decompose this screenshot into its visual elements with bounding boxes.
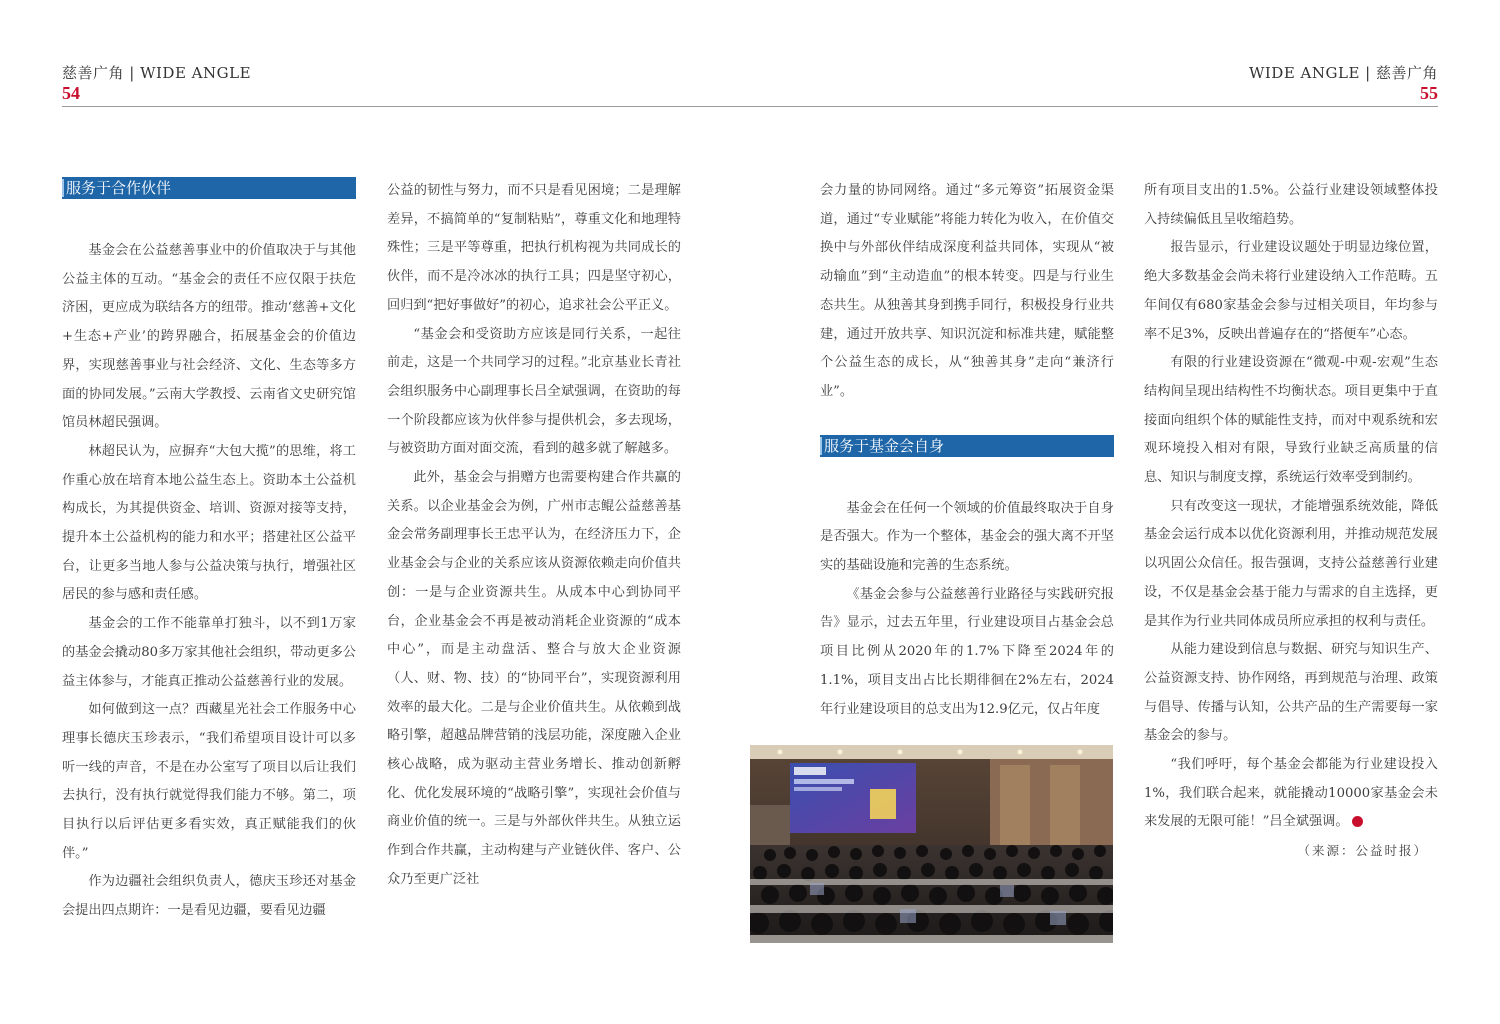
running-title-right: WIDE ANGLE | 慈善广角 (1248, 64, 1438, 82)
header-rule (62, 106, 1438, 107)
column-1 (62, 177, 356, 926)
paragraph: 从能力建设到信息与数据、研究与知识生产、公益资源支持、协作网络，再到规范与治理、政策与倡导、传播与认知，公共产品的生产需要每一家基金会的参与。 (1144, 642, 1438, 744)
header-left (62, 63, 251, 103)
header-right (1249, 63, 1438, 103)
paragraph: 作为边疆社会组织负责人，德庆玉珍还对基金会提出四点期许：一是看见边疆，要看见边疆 (62, 874, 356, 919)
paragraph: 只有改变这一现状，才能增强系统效能，降低基金会运行成本以优化资源利用，并推动规范发展以巩固公众信任。报告强调，支持公益慈善行业建设，不仅是基金会基于能力与需求的自主选择，更是其作为行业共同体成员所应承担的权利与责任。 (1144, 498, 1438, 629)
closing-quote: “我们呼吁，每个基金会都能为行业建设投入1%，我们联合起来，就能撬动10000家基金会未来发展的无限可能！”吕全斌强调。 (1144, 757, 1438, 830)
paragraph: 公益的韧性与努力，而不只是看见困境；二是理解差异，不搞简单的“复制粘贴”，尊重文化和地理特殊性；三是平等尊重，把执行机构视为共同成长的伙伴，而不是冷冰冰的执行工具；四是坚守初心，回归到“把好事做好”的初心，追求社会公平正义。 (387, 183, 681, 313)
paragraph: 《基金会参与公益慈善行业路径与实践研究报告》显示，过去五年里，行业建设项目占基金会总项目比例从2020年的1.7%下降至2024年的1.1%，项目支出占比长期徘徊在2%左右，2024年行业建设项目的总支出为12.9亿元，仅占年度 (820, 586, 1114, 717)
column-4 (1144, 177, 1438, 866)
running-title-left: 慈善广角 | WIDE ANGLE (62, 64, 252, 82)
conference-photo-icon (750, 745, 1113, 943)
paragraph: 基金会在任何一个领域的价值最终取决于自身是否强大。作为一个整体，基金会的强大离不开坚实的基础设施和完善的生态系统。 (820, 500, 1114, 574)
paragraph: 报告显示，行业建设议题处于明显边缘位置，绝大多数基金会尚未将行业建设纳入工作范畴。五年间仅有680家基金会参与过相关项目，年均参与率不足3%，反映出普遍存在的“搭便车”心态。 (1144, 240, 1438, 342)
page-number-right: 55 (1420, 83, 1438, 103)
section-heading-partners: 服务于合作伙伴 (62, 177, 356, 199)
paragraph: 如何做到这一点？西藏星光社会工作服务中心理事长德庆玉珍表示，“我们希望项目设计可以多听一线的声音，不是在办公室写了项目以后让我们去执行，没有执行就觉得我们能力不够。第二，项目执行以后评估更多看实效，真正赋能我们的伙伴。” (62, 702, 356, 861)
page-number-left: 54 (62, 83, 80, 103)
paragraph: 林超民认为，应摒弃“大包大揽”的思维，将工作重心放在培育本地公益生态上。资助本土公益机构成长，为其提供资金、培训、资源对接等支持，提升本土公益机构的能力和水平；搭建社区公益平台，让更多当地人参与公益决策与执行，增强社区居民的参与感和责任感。 (62, 443, 356, 603)
paragraph: 此外，基金会与捐赠方也需要构建合作共赢的关系。以企业基金会为例，广州市志鲲公益慈善基金会常务副理事长王忠平认为，在经济压力下，企业基金会与企业的关系应该从资源依赖走向价值共创：一是与企业资源共生。从成本中心到协同平台，企业基金会不再是被动消耗企业资源的“成本中心”，而是主动盘活、整合与放大企业资源（人、财、物、技）的“协同平台”，实现资源利用效率的最大化。二是与企业价值共生。从依赖到战略引擎，超越品牌营销的浅层功能，深度融入企业核心战略，成为驱动主营业务增长、推动创新孵化、优化发展环境的“战略引擎”，实现社会价值与商业价值的统一。三是与外部伙伴共生。从独立运作到合作共赢，主动构建与产业链伙伴、客户、公众乃至更广泛社 (387, 470, 681, 887)
paragraph: 会力量的协同网络。通过“多元筹资”拓展资金渠道，通过“专业赋能”将能力转化为收入，在价值交换中与外部伙伴结成深度利益共同体，实现从“被动输血”到“主动造血”的根本转变。四是与行业生态共生。从独善其身到携手同行，积极投身行业共建，通过开放共享、知识沉淀和标准共建，赋能整个公益生态的成长，从“独善其身”走向“兼济行业”。 (820, 183, 1114, 399)
end-mark-icon (1352, 816, 1363, 827)
paragraph: “基金会和受资助方应该是同行关系，一起往前走，这是一个共同学习的过程。”北京基业长青社会组织服务中心副理事长吕全斌强调，在资助的每一个阶段都应该为伙伴参与提供机会，多去现场，与被资助方面对面交流，看到的越多就了解越多。 (387, 326, 681, 457)
paragraph-final (1144, 751, 1438, 837)
paragraph: 基金会的工作不能靠单打独斗，以不到1万家的基金会撬动80多万家其他社会组织，带动更多公益主体参与，才能真正推动公益慈善行业的发展。 (62, 616, 356, 689)
column-3 (820, 177, 1114, 724)
column-2 (387, 177, 681, 895)
section-heading-self: 服务于基金会自身 (820, 435, 1114, 457)
conference-photo (750, 745, 1113, 943)
paragraph: 所有项目支出的1.5%。公益行业建设领域整体投入持续偏低且呈收缩趋势。 (1144, 183, 1438, 227)
source-credit: （来源：公益时报） (1297, 843, 1428, 859)
paragraph: 基金会在公益慈善事业中的价值取决于与其他公益主体的互动。“基金会的责任不应仅限于扶危济困，更应成为联结各方的纽带。推动‘慈善+文化+生态+产业’的跨界融合，拓展基金会的价值边界，实现慈善事业与社会经济、文化、生态等多方面的协同发展。”云南大学教授、云南省文史研究馆馆员林超民强调。 (62, 243, 356, 431)
paragraph: 有限的行业建设资源在“微观-中观-宏观”生态结构间呈现出结构性不均衡状态。项目更集中于直接面向组织个体的赋能性支持，而对中观系统和宏观环境投入相对有限，导致行业缺乏高质量的信息、知识与制度支撑，系统运行效率受到制约。 (1144, 355, 1438, 486)
